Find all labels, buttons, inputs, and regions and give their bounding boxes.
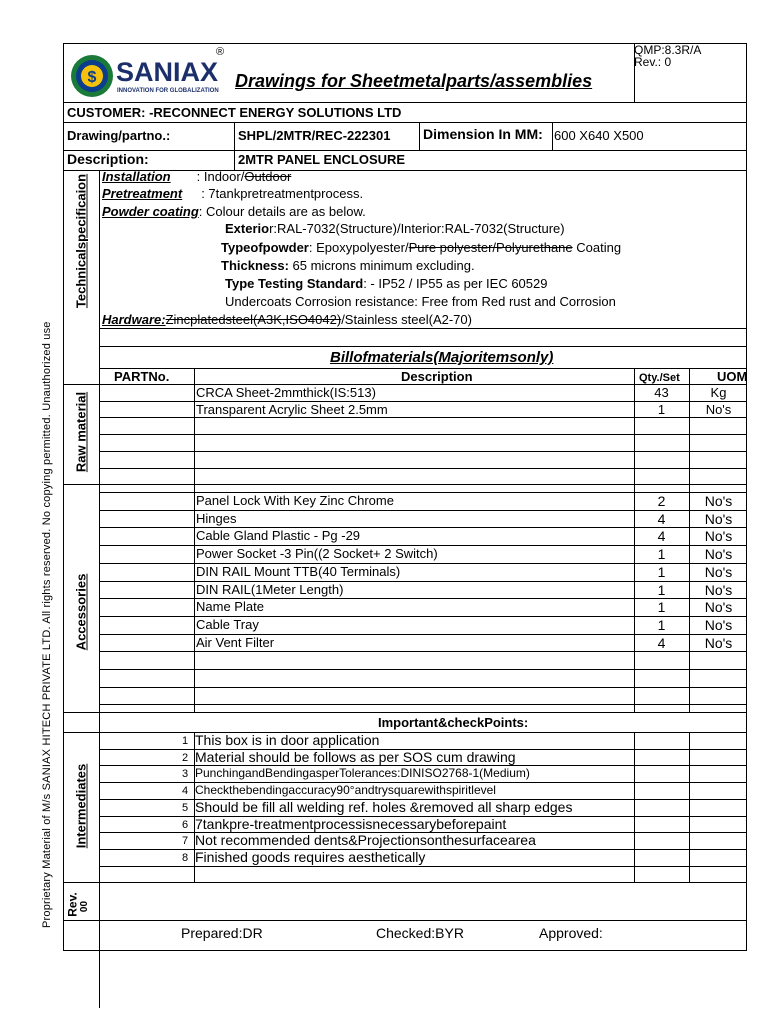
drawing-number: SHPL/2MTR/REC-222301 bbox=[238, 128, 391, 143]
row-uom: No's bbox=[704, 634, 733, 651]
row-description: Power Socket -3 Pin((2 Socket+ 2 Switch) bbox=[196, 546, 438, 562]
row-quantity: 4 bbox=[657, 510, 666, 527]
logo-brand: SANIAX bbox=[116, 57, 219, 87]
undercoat-line: Undercoats Corrosion resistance: Free from Red rust and Corrosion bbox=[225, 294, 616, 309]
powder-type-line: Typeofpowder: Epoxypolyester/Pure polyester/Polyurethane Coating bbox=[221, 240, 622, 255]
row-uom: No's bbox=[705, 401, 732, 417]
document-title: Drawings for Sheetmetalparts/assemblies bbox=[235, 71, 593, 91]
row-uom: Kg bbox=[710, 385, 727, 400]
header-part-number: PARTNo. bbox=[114, 369, 170, 384]
approved-by: Approved: bbox=[539, 925, 603, 941]
exterior-line: Exterior:RAL-7032(Structure)/Interior:RAL-7032(Structure) bbox=[225, 221, 565, 236]
point-number: 5 bbox=[182, 801, 189, 814]
qmp-code: QMP:8.3R/A bbox=[634, 43, 702, 57]
registered-mark: ® bbox=[216, 46, 225, 58]
logo-tagline: INNOVATION FOR GLOBALIZATION bbox=[117, 88, 219, 94]
row-quantity: 1 bbox=[657, 581, 666, 598]
row-uom: No's bbox=[704, 546, 733, 563]
checked-by: Checked:BYR bbox=[376, 925, 464, 941]
point-text: PunchingandBendingasperTolerances:DINISO2768-1(Medium) bbox=[195, 766, 530, 781]
testing-standard-line: Type Testing Standard: - IP52 / IP55 as per IEC 60529 bbox=[225, 276, 548, 291]
row-uom: No's bbox=[704, 616, 733, 633]
svg-text:$: $ bbox=[87, 69, 97, 86]
row-quantity: 1 bbox=[657, 616, 666, 633]
intermediates-label: Intermediates bbox=[73, 763, 89, 849]
powder-coating-line: Powder coating: Colour details are as below. bbox=[102, 204, 366, 219]
dimension-value: 600 X640 X500 bbox=[554, 128, 644, 143]
rev-number: 00 bbox=[79, 900, 91, 913]
row-description: Transparent Acrylic Sheet 2.5mm bbox=[196, 401, 388, 417]
header-description: Description bbox=[401, 369, 473, 384]
row-quantity: 4 bbox=[657, 528, 666, 545]
row-quantity: 43 bbox=[654, 385, 669, 400]
row-description: Cable Tray bbox=[196, 616, 259, 632]
description-value: 2MTR PANEL ENCLOSURE bbox=[238, 152, 406, 167]
accessories-label: Accessories bbox=[73, 573, 89, 651]
saniax-emblem-icon bbox=[70, 54, 114, 98]
row-description: Hinges bbox=[196, 510, 237, 526]
dimension-label: Dimension In MM: bbox=[423, 126, 543, 142]
point-number: 8 bbox=[182, 851, 189, 864]
point-text: Material should be follows as per SOS cum drawing bbox=[195, 748, 516, 765]
drawing-sheet bbox=[63, 43, 747, 951]
prepared-by: Prepared:DR bbox=[181, 925, 263, 941]
row-description: Panel Lock With Key Zinc Chrome bbox=[196, 493, 394, 508]
point-number: 6 bbox=[182, 818, 189, 831]
point-text: Not recommended dents&Projectionsonthesurfacearea bbox=[195, 832, 536, 849]
row-quantity: 1 bbox=[657, 599, 666, 616]
point-number: 7 bbox=[182, 835, 189, 848]
point-text: Should be fill all welding ref. holes &removed all sharp edges bbox=[195, 798, 573, 815]
row-quantity: 4 bbox=[657, 634, 666, 651]
installation-line: Installation : Indoor/Outdoor bbox=[102, 169, 292, 184]
row-quantity: 1 bbox=[657, 401, 666, 417]
drawing-label: Drawing/partno.: bbox=[67, 128, 171, 143]
point-number: 2 bbox=[182, 751, 189, 764]
point-text: Checkthebendingaccuracy90°andtrysquarewithspiritlevel bbox=[195, 783, 496, 798]
point-text: 7tankpre-treatmentprocessisnecessarybeforepaint bbox=[195, 815, 507, 832]
row-description: DIN RAIL Mount TTB(40 Terminals) bbox=[196, 563, 401, 579]
pretreatment-line: Pretreatment : 7tankpretreatmentprocess. bbox=[102, 186, 364, 201]
row-uom: No's bbox=[704, 510, 733, 527]
customer-line: CUSTOMER: -RECONNECT ENERGY SOLUTIONS LTD bbox=[67, 105, 402, 120]
row-description: Name Plate bbox=[196, 599, 264, 615]
point-number: 1 bbox=[182, 735, 189, 747]
row-description: CRCA Sheet-2mmthick(IS:513) bbox=[196, 385, 376, 400]
rev-block bbox=[67, 885, 97, 921]
row-uom: No's bbox=[704, 528, 733, 545]
row-description: DIN RAIL(1Meter Length) bbox=[196, 581, 344, 597]
row-description: Air Vent Filter bbox=[196, 634, 275, 650]
hardware-line: Hardware:Zincplatedsteel(A3K,ISO4042)/Stainless steel(A2-70) bbox=[102, 312, 472, 327]
row-quantity: 2 bbox=[657, 493, 666, 509]
row-description: Cable Gland Plastic - Pg -29 bbox=[196, 528, 361, 544]
saniax-logo bbox=[70, 50, 235, 106]
point-text: This box is in door application bbox=[195, 732, 380, 748]
thickness-line: Thickness: 65 microns minimum excluding. bbox=[221, 258, 475, 273]
row-uom: No's bbox=[704, 581, 733, 598]
header-qty: Qty./Set bbox=[639, 372, 680, 384]
description-label: Description: bbox=[67, 151, 149, 167]
row-uom: No's bbox=[704, 599, 733, 616]
point-text: Finished goods requires aesthetically bbox=[195, 848, 426, 865]
technical-specification-label: Technicalspecificaion bbox=[73, 173, 89, 309]
raw-material-label: Raw material bbox=[73, 391, 89, 473]
row-uom: No's bbox=[704, 493, 733, 509]
row-quantity: 1 bbox=[657, 546, 666, 563]
revision-code: Rev.: 0 bbox=[634, 55, 672, 69]
rev-label: Rev. bbox=[65, 892, 80, 917]
point-number: 4 bbox=[182, 785, 189, 798]
point-number: 3 bbox=[182, 768, 189, 781]
proprietary-side-note: Proprietary Material of M/s SANIAX HITECH PRIVATE LTD. All rights reserved. No copying permitted. Unauthorized use bbox=[41, 321, 53, 928]
bom-title: Billofmaterials(Majoritemsonly) bbox=[330, 349, 554, 366]
row-uom: No's bbox=[704, 563, 733, 580]
important-points-title: Important&checkPoints: bbox=[378, 715, 529, 730]
header-uom: UOM bbox=[717, 369, 748, 384]
row-quantity: 1 bbox=[657, 563, 666, 580]
